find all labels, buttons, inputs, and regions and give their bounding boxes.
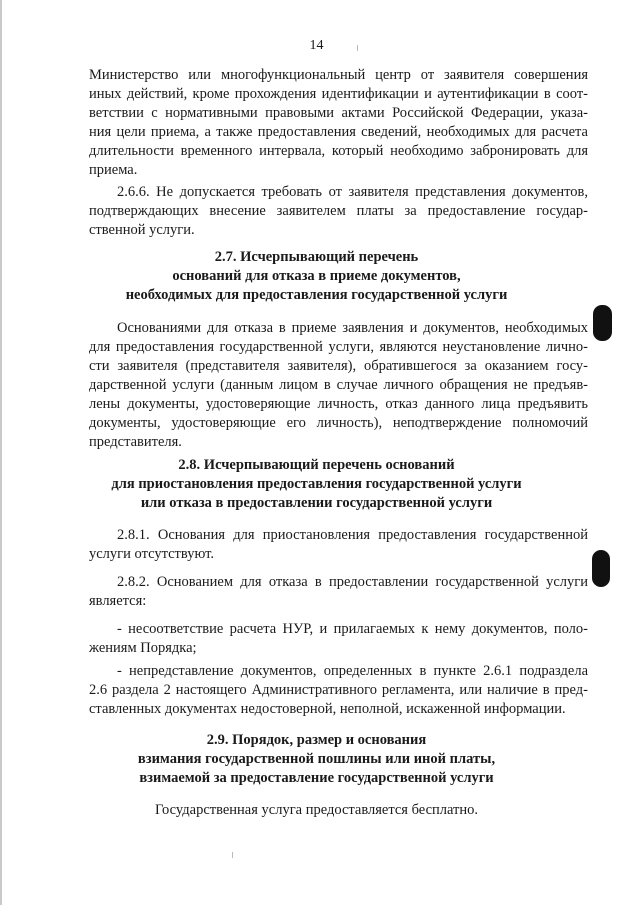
section-heading: 2.7. Исчерпывающий перечень bbox=[214, 249, 419, 265]
binder-hole-mark bbox=[593, 305, 612, 341]
paragraph-line: приема. bbox=[89, 162, 138, 178]
paragraph-line: для предоставления государственной услуги, являются неустановление лично- bbox=[89, 339, 588, 355]
paragraph-line: - несоответствие расчета НУР, и прилагаемых к нему документов, поло- bbox=[117, 621, 588, 637]
paragraph-line: лены документы, удостоверяющие личность, отказ данного лица предъявить bbox=[89, 396, 588, 412]
section-heading: взимаемой за предоставление государственной услуги bbox=[139, 770, 494, 786]
paragraph-line: 2.8.2. Основанием для отказа в предоставлении государственной услуги bbox=[117, 574, 588, 590]
paragraph-line: ния цели приема, а также предоставления сведений, необходимых для расчета bbox=[89, 124, 588, 140]
paragraph-line: является: bbox=[89, 593, 147, 609]
paragraph-line: Государственная услуга предоставляется бесплатно. bbox=[154, 802, 479, 818]
paragraph-line: подтверждающих внесение заявителем платы за предоставление государ- bbox=[89, 203, 588, 219]
paragraph-line: документы, удостоверяющие его личность), неподтверждение полномочий bbox=[89, 415, 588, 431]
paragraph-line: Министерство или многофункциональный центр от заявителя совершения bbox=[89, 67, 588, 83]
section-heading: оснований для отказа в приеме документов, bbox=[172, 268, 461, 284]
section-heading: необходимых для предоставления государственной услуги bbox=[125, 287, 508, 303]
paragraph-line: ственной услуги. bbox=[89, 222, 195, 238]
paragraph-line: услуги отсутствуют. bbox=[89, 546, 214, 562]
scan-speck bbox=[232, 852, 233, 858]
paragraph-line: иных действий, кроме прохождения идентификации и аутентификации в соот- bbox=[89, 86, 588, 102]
section-heading: 2.8. Исчерпывающий перечень оснований bbox=[178, 457, 455, 473]
paragraph-line: 2.6 раздела 2 настоящего Административного регламента, или наличие в пред- bbox=[89, 682, 588, 698]
section-heading: или отказа в предоставлении государственной услуги bbox=[140, 495, 493, 511]
paragraph-line: ветствии с нормативными правовыми актами Российской Федерации, указа- bbox=[89, 105, 588, 121]
section-heading: взимания государственной пошлины или иной платы, bbox=[137, 751, 496, 767]
page-number: 14 bbox=[309, 38, 324, 53]
section-heading: для приостановления предоставления государственной услуги bbox=[111, 476, 522, 492]
paragraph-line: представителя. bbox=[89, 434, 182, 450]
paragraph-line: длительности временного интервала, который необходимо забронировать для bbox=[89, 143, 588, 159]
binder-hole-mark bbox=[592, 550, 610, 587]
paragraph-line: 2.6.6. Не допускается требовать от заявителя представления документов, bbox=[117, 184, 588, 200]
paragraph-line: жениям Порядка; bbox=[89, 640, 197, 656]
section-heading: 2.9. Порядок, размер и основания bbox=[206, 732, 427, 748]
paragraph-line: ставленных документах недостоверной, неполной, искаженной информации. bbox=[89, 701, 566, 717]
paragraph-line: сти заявителя (представителя заявителя), обратившегося за оказанием госу- bbox=[89, 358, 588, 374]
paragraph-line: дарственной услуги (данным лицом в случае личного обращения не предъяв- bbox=[89, 377, 588, 393]
scan-speck bbox=[357, 45, 358, 51]
paragraph-line: 2.8.1. Основания для приостановления предоставления государственной bbox=[117, 527, 588, 543]
paragraph-line: Основаниями для отказа в приеме заявления и документов, необходимых bbox=[117, 320, 588, 336]
paragraph-line: - непредставление документов, определенных в пункте 2.6.1 подраздела bbox=[117, 663, 588, 679]
